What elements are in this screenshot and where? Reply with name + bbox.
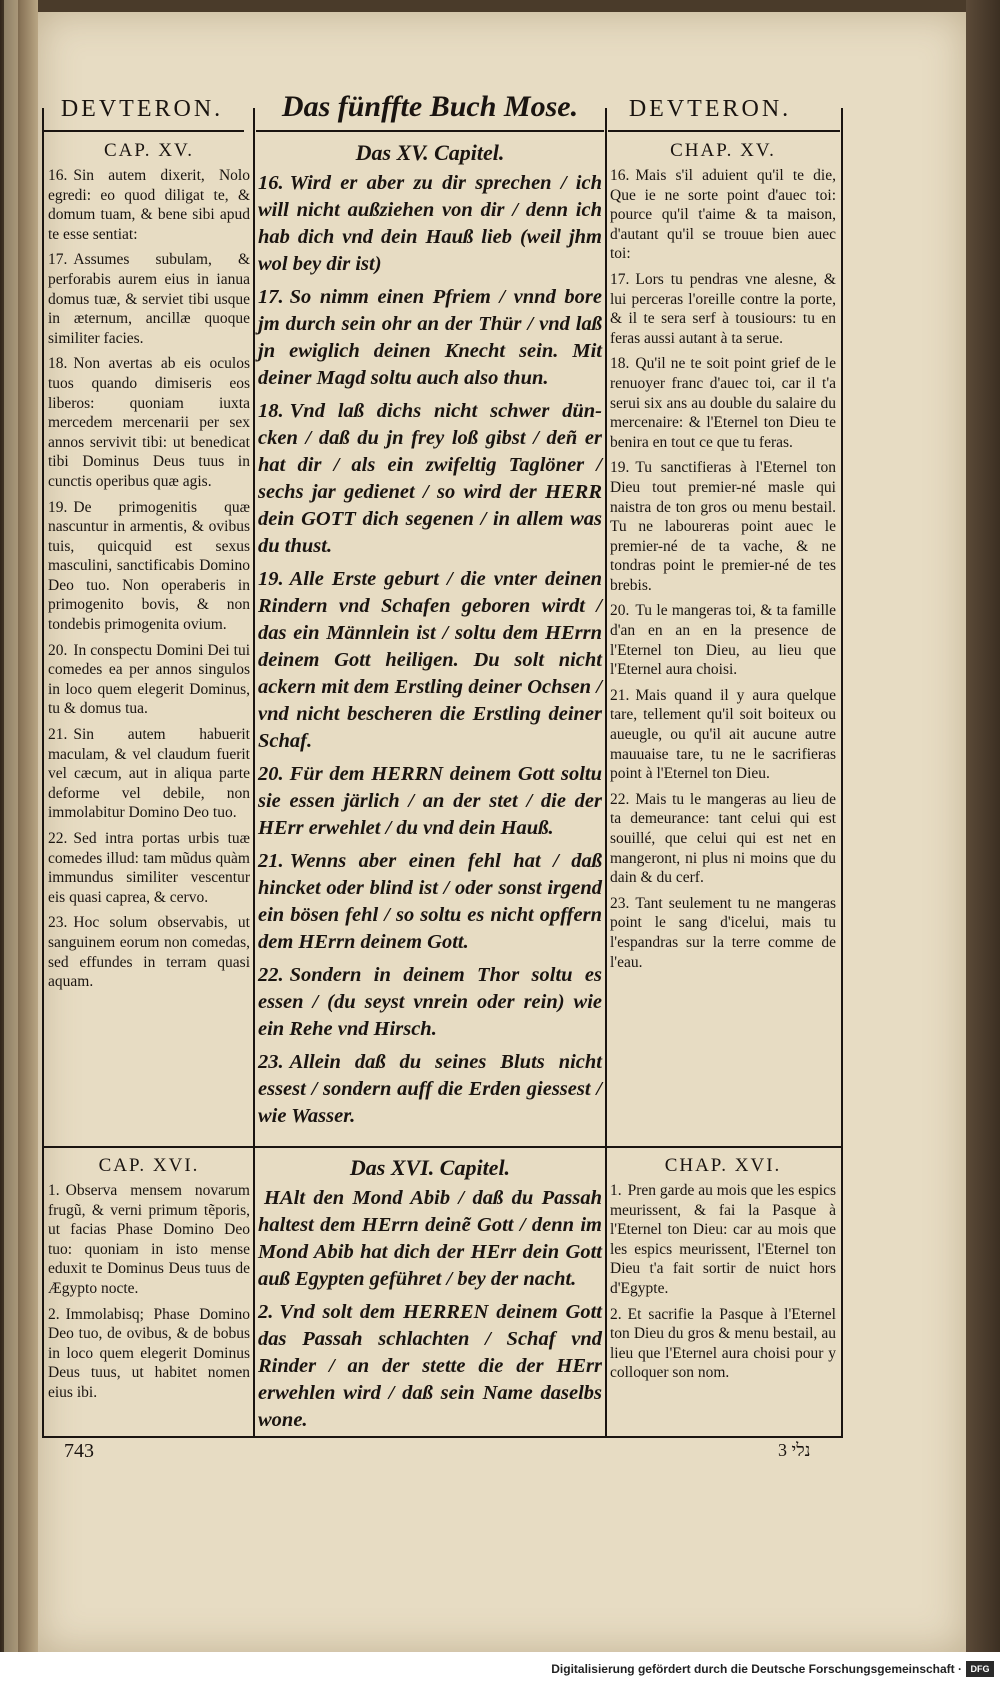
verse-text: De primogenitis quæ nascuntur in armentis, & ovibus tuis, quicquid est sexus masculini, sanctificabis Domino Deo tuo. Non operaberis in primogenito bovis, & non tondebis primogenita ovium. [48,498,250,634]
verse-number: 20. [610,602,630,620]
header-german: Das fünffte Buch Mose. [281,90,579,123]
verse [258,284,602,392]
verse-number: 18. [258,400,284,422]
verse-text: HAlt den Mond Abib / daß du Passah haltest dem HErrn deinẽ Gott / denn im Mond Abib hat dich der HErr dein Gott auß Egypten geführet / bey der nacht. [258,1187,602,1290]
verse-text: Allein daß du seines Bluts nicht essest / sondern auff die Erden giessest / wie Wasser. [258,1051,602,1127]
verse [48,498,250,635]
verse-number: 17. [610,270,630,288]
chapter-title-german: Das XV. Capitel. [355,140,505,165]
verse-number: 21. [258,850,284,872]
verse [610,1181,836,1299]
verse-number: 19. [258,568,284,590]
verse-text: In conspectu Domini Dei tui comedes ea per annos singulos in loco quem elegerit Dominus, tu & domus tua. [48,641,250,718]
verse-list [610,1181,836,1383]
chapter-title-latin: CAP. XV. [103,140,195,161]
verse-number: 16. [48,167,68,184]
verse [610,894,836,972]
header-rule-right [608,130,840,132]
verse [258,566,602,755]
french-column-ch15 [610,140,836,978]
verse-number: 23. [258,1051,284,1073]
german-column-ch15 [258,140,602,1136]
verse-list [610,166,836,972]
verse [610,790,836,888]
verse-text: Tant seulement tu ne mangeras point le sang d'icelui, mais tu l'espandras sur la terre comme de l'eau. [610,894,836,971]
verse-text: Observa mensem novarum frugũ, & verni primum tẽporis, ut facias Phase Domino Deo tuo: quoniam in isto mense eduxit te Dominus Deus tuus de Ægypto nocte. [48,1182,250,1297]
verse-number: 18. [48,355,68,373]
chapter-title-french: CHAP. XVI. [664,1155,782,1176]
verse [610,601,836,679]
verse [258,1185,602,1293]
french-column-ch16 [610,1155,836,1389]
verse [258,398,602,560]
verse [48,641,250,719]
verse [610,1305,836,1383]
verse-number: 21. [48,726,68,744]
verse-list [258,170,602,1130]
verse [258,1049,602,1130]
german-column-ch16 [258,1155,602,1440]
verse-text: Vnd laß dichs nicht schwer dün-cken / daß du jn frey loß gibst / deñ er hat dir / als ein zwifeltig Taglöner / sechs jar gedienet / so wird der HERR dein GOTT dich segenen / in allem was du thust. [258,400,602,557]
verse-number: 1. [48,1182,60,1199]
latin-column-ch15 [48,140,250,998]
verse-text: Hoc solum observabis, ut sanguinem eorum non comedas, sed effundes in terram quasi aquam. [48,914,250,991]
verse-text: Für dem HERRN deinem Gott soltu sie essen järlich / an der stet / die der HErr erwehlet / du vnd dein Hauß. [258,763,602,839]
facing-page-edge [4,0,18,1683]
verse-number: 2. [48,1305,60,1323]
header-french: DEVTERON. [628,96,792,122]
column-rule-outer-left [42,108,44,1438]
verse-number: 22. [610,790,630,808]
verse-text: So nimm einen Pfriem / vnnd bore jm durch sein ohr an der Thür / vnd laß jn ewiglich deinen Knecht sein. Mit deiner Magd soltu auch also thun. [258,286,602,389]
verse-text: Sin autem dixerit, Nolo egredi: eo quod diligat te, & domum tuam, & bene sibi apud te esse sentiat: [48,167,250,243]
verse-number: 23. [610,894,630,912]
verse [610,686,836,784]
footer-credit: Digitalisierung gefördert durch die Deutsche Forschungsgemeinschaft · [551,1662,962,1676]
verse-number: 20. [48,641,68,659]
verse-text: Immolabisq; Phase Domino Deo tuo, de ovibus, & de bobus in loco quem elegerit Dominus Deus tuus, ut habitet nomen eius ibi. [48,1305,250,1401]
verse-number: 21. [610,686,630,704]
verse [610,166,836,264]
column-rule-outer-right [841,108,843,1438]
verse-number: 16. [258,172,284,194]
verse-text: Tu sanctifieras à l'Eternel ton Dieu tout premier-né masle qui naistra de ton gros ou menu bestail. Tu ne laboureras point auec le premier-né de ta vache, & ne tondras point le premier-né de tes brebis. [610,459,836,594]
chapter-title-latin: CAP. XVI. [98,1155,200,1176]
verse-text: Qu'il ne te soit point grief de le renuoyer franc d'auec toi, car il t'a serui six ans au double du salaire du mercenaire: & l'Eternel ton Dieu te benira en tout ce que tu feras. [610,355,836,451]
verse-list [48,1181,250,1403]
verse [610,458,836,595]
header-rule-center [256,130,604,132]
verse [48,1305,250,1403]
page-edge-right [966,0,1000,1683]
verse [48,250,250,348]
verse [258,761,602,842]
header-latin: DEVTERON. [60,96,224,122]
verse [258,1299,602,1434]
verse-number: 18. [610,355,630,373]
verse-number: 22. [48,830,68,847]
verse-text: Alle Erste geburt / die vnter deinen Rindern vnd Schafen geboren wirdt / das ein Männlein ist / soltu dem HErrn deinem Gott heiligen. Du solt nicht ackern mit dem Erstling deiner Ochsen / vnd nicht bescheren die Erstling deiner Schaf. [258,568,602,752]
verse [610,354,836,452]
verse [258,962,602,1043]
verse-number: 20. [258,763,284,785]
verse [48,1181,250,1299]
page-number: 743 [64,1440,94,1462]
column-rule-left [253,108,255,1438]
verse-text: Sondern in deinem Thor soltu es essen / (du seyst vnrein oder rein) wie ein Rehe vnd Hirsch. [258,964,602,1040]
verse-text: Mais tu le mangeras au lieu de ta demeurance: tant celui qui est souillé, que celui qui est net en mangeront, ni plus ni moins que du dain & du cerf. [610,790,836,887]
verse [48,913,250,991]
verse-number: 23. [48,914,68,932]
verse-text: Pren garde au mois que les espics meurissent, & fai la Pasque à l'Eternel ton Dieu: car au mois que les espics meurissent, l'Eternel ton Dieu t'a fait sortir de nuict hors d'Egypte. [610,1182,836,1297]
verse-text: Lors tu pendras vne alesne, & lui perceras l'oreille contre la porte, & il te sera serf à tousiours: tu en feras aussi autant à ta serue. [610,270,836,347]
chapter-divider [42,1146,842,1148]
verse-text: Mais quand il y aura quelque tare, tellement qu'il soit boiteux ou aueugle, ou qu'il ait aucune autre mauuaise tare, tu ne le sacrifieras point à l'Eternel ton Dieu. [610,686,836,783]
verse-number: 19. [48,498,68,516]
verse-text: Et sacrifie la Pasque à l'Eternel ton Dieu du gros & menu bestail, au lieu que l'Eternel aura choisi pour y colloquer son nom. [610,1305,836,1382]
verse [610,270,836,348]
footer-bar [0,1652,1000,1683]
verse-number: 1. [610,1182,622,1199]
verse [48,829,250,907]
verse-text: Mais s'il aduient qu'il te die, Que ie ne sorte point d'auec toi: pource qu'il t'aime & ta maison, d'autant qu'il se trouue bien auec toi: [610,167,836,263]
verse-number: 2. [258,1301,274,1323]
signature-mark: נלי 3 [778,1440,811,1460]
verse [48,354,250,491]
verse-text: Tu le mangeras toi, & ta famille d'an en an en la presence de l'Eternel ton Dieu, au lieu que l'Eternel aura choisi. [610,602,836,679]
verse [48,725,250,823]
chapter-title-german: Das XVI. Capitel. [349,1155,511,1180]
verse-number: 17. [48,251,68,269]
verse-text: Sed intra portas urbis tuæ comedes illud: tam mũdus quàm immundus similiter vescentur eis quasi caprea, & cervo. [48,830,250,906]
column-rule-right [605,108,607,1438]
verse-list [48,166,250,992]
verse [258,170,602,278]
verse-number: 2. [610,1305,622,1323]
verse-number: 16. [610,167,630,184]
verse-number: 19. [610,459,630,477]
verse-number: 22. [258,964,284,986]
dfg-logo: DFG [966,1661,994,1677]
verse [48,166,250,244]
verse-text: Wird er aber zu dir sprechen / ich will nicht außziehen von dir / denn ich hab dich vnd dein Hauß lieb (weil jhm wol bey dir ist) [258,172,602,275]
verse-text: Sin autem habuerit maculam, & vel claudum fuerit vel cæcum, aut in aliqua parte deforme vel debile, non immolabitur Domino Deo tuo. [48,726,250,822]
header-rule-left [44,130,244,132]
verse [258,848,602,956]
chapter-title-french: CHAP. XV. [670,140,776,161]
verse-list [258,1185,602,1434]
verse-text: Vnd solt dem HERREN deinem Gott das Passah schlachten / Schaf vnd Rinder / an der stette die der HErr erwehlen wird / daß sein Name daselbs wone. [258,1301,602,1431]
verse-text: Assumes subulam, & perforabis aurem eius in ianua domus tuæ, & serviet tibi usque in æternum, ancillæ quoque similiter facies. [48,251,250,347]
latin-column-ch16 [48,1155,250,1409]
verse-text: Wenns aber einen fehl hat / daß hincket oder blind ist / oder sonst irgend ein bösen fehl / so soltu es nicht opffern dem HErrn deinem Gott. [258,850,602,953]
verse-number: 17. [258,286,284,308]
verse-text: Non avertas ab eis oculos tuos quando dimiseris eos liberos: quoniam iuxta mercedem mercenarii per sex annos servivit tibi: ut benedicat tibi Dominus Deus tuus in cunctis operibus quæ agis. [48,355,250,490]
